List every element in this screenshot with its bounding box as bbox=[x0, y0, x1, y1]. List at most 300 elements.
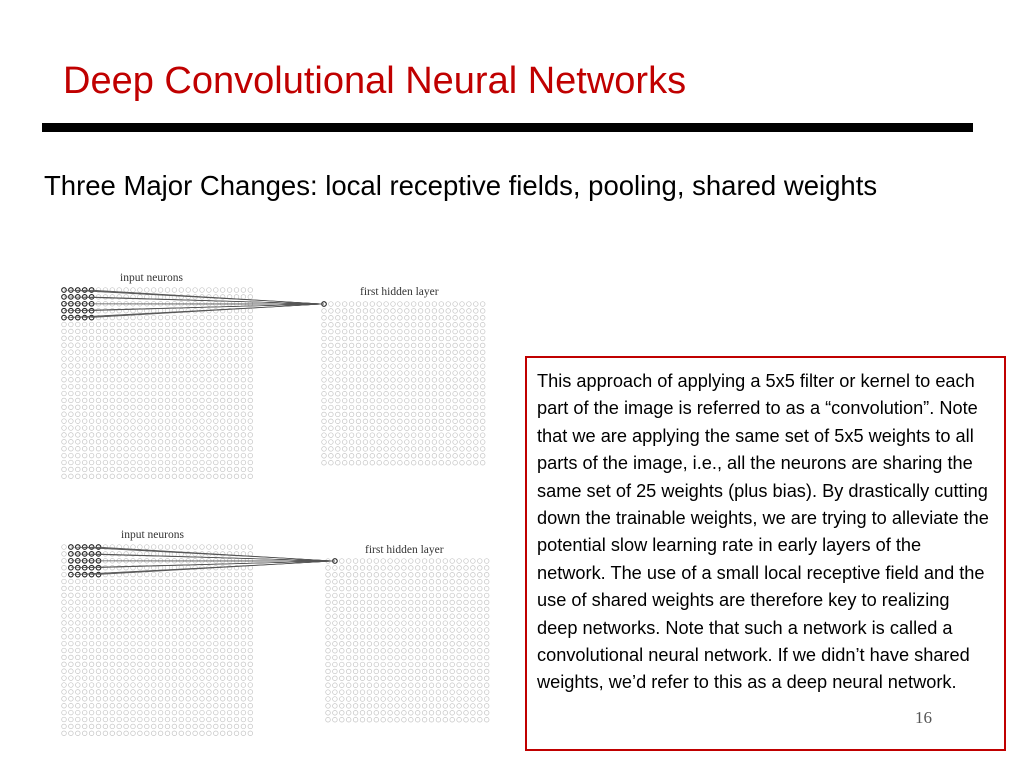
input-neuron bbox=[89, 593, 94, 598]
hidden-neuron bbox=[340, 676, 345, 681]
input-neuron bbox=[241, 703, 246, 708]
hidden-neuron bbox=[360, 573, 365, 578]
input-neuron bbox=[220, 731, 225, 736]
input-neuron bbox=[234, 377, 239, 382]
input-neuron bbox=[179, 412, 184, 417]
input-neuron bbox=[82, 364, 87, 369]
input-neuron bbox=[234, 322, 239, 327]
hidden-neuron bbox=[342, 426, 347, 431]
hidden-neuron bbox=[409, 642, 414, 647]
input-neuron bbox=[117, 579, 122, 584]
input-neuron bbox=[200, 357, 205, 362]
hidden-neuron bbox=[478, 676, 483, 681]
input-neuron bbox=[96, 460, 101, 465]
input-neuron bbox=[248, 607, 253, 612]
input-neuron bbox=[214, 391, 219, 396]
hidden-neuron bbox=[411, 440, 416, 445]
input-neuron bbox=[179, 384, 184, 389]
hidden-neuron bbox=[405, 405, 410, 410]
input-neuron bbox=[186, 336, 191, 341]
input-neuron bbox=[76, 377, 81, 382]
hidden-neuron bbox=[322, 357, 327, 362]
input-neuron bbox=[124, 710, 129, 715]
hidden-neuron bbox=[333, 628, 338, 633]
hidden-neuron bbox=[446, 419, 451, 424]
input-neuron bbox=[172, 690, 177, 695]
input-neuron bbox=[103, 697, 108, 702]
hidden-neuron bbox=[329, 433, 334, 438]
input-neuron bbox=[138, 288, 143, 293]
input-neuron bbox=[165, 655, 170, 660]
input-neuron bbox=[207, 655, 212, 660]
input-neuron bbox=[172, 405, 177, 410]
input-neuron bbox=[193, 614, 198, 619]
input-neuron bbox=[179, 343, 184, 348]
hidden-neuron bbox=[443, 621, 448, 626]
input-neuron bbox=[69, 460, 74, 465]
hidden-neuron bbox=[467, 329, 472, 334]
input-neuron bbox=[76, 648, 81, 653]
input-neuron bbox=[89, 384, 94, 389]
input-neuron bbox=[172, 329, 177, 334]
hidden-neuron bbox=[398, 433, 403, 438]
hidden-neuron bbox=[418, 364, 423, 369]
hidden-neuron bbox=[391, 391, 396, 396]
input-neuron bbox=[110, 350, 115, 355]
hidden-neuron bbox=[464, 566, 469, 571]
input-neuron bbox=[193, 683, 198, 688]
hidden-neuron bbox=[432, 336, 437, 341]
hidden-neuron bbox=[436, 628, 441, 633]
input-neuron bbox=[124, 371, 129, 376]
input-neuron bbox=[62, 419, 67, 424]
input-neuron bbox=[172, 628, 177, 633]
input-neuron bbox=[117, 377, 122, 382]
input-neuron bbox=[96, 357, 101, 362]
input-neuron bbox=[69, 336, 74, 341]
input-neuron bbox=[62, 600, 67, 605]
input-neuron bbox=[165, 329, 170, 334]
hidden-neuron bbox=[425, 316, 430, 321]
input-neuron bbox=[145, 336, 150, 341]
input-neuron bbox=[186, 446, 191, 451]
hidden-neuron bbox=[398, 385, 403, 390]
hidden-neuron bbox=[415, 704, 420, 709]
input-neuron bbox=[151, 669, 156, 674]
input-neuron bbox=[158, 357, 163, 362]
input-neuron bbox=[207, 545, 212, 550]
input-neuron bbox=[248, 440, 253, 445]
input-neuron bbox=[234, 426, 239, 431]
input-neuron bbox=[145, 364, 150, 369]
input-neuron bbox=[158, 467, 163, 472]
hidden-neuron bbox=[381, 586, 386, 591]
hidden-neuron bbox=[478, 559, 483, 564]
input-neuron bbox=[234, 593, 239, 598]
hidden-neuron bbox=[480, 371, 485, 376]
input-neuron bbox=[220, 315, 225, 320]
input-neuron bbox=[103, 634, 108, 639]
hidden-neuron bbox=[377, 357, 382, 362]
hidden-neuron bbox=[429, 573, 434, 578]
input-neuron bbox=[103, 662, 108, 667]
input-neuron bbox=[186, 703, 191, 708]
input-neuron bbox=[82, 405, 87, 410]
hidden-neuron bbox=[464, 648, 469, 653]
hidden-neuron bbox=[370, 329, 375, 334]
input-neuron bbox=[158, 453, 163, 458]
hidden-neuron bbox=[402, 711, 407, 716]
input-neuron bbox=[89, 329, 94, 334]
hidden-neuron bbox=[391, 385, 396, 390]
hidden-neuron bbox=[457, 559, 462, 564]
input-neuron bbox=[158, 315, 163, 320]
input-neuron bbox=[158, 648, 163, 653]
input-neuron bbox=[165, 419, 170, 424]
input-neuron bbox=[131, 676, 136, 681]
input-neuron bbox=[214, 641, 219, 646]
hidden-neuron bbox=[356, 336, 361, 341]
hidden-neuron bbox=[467, 371, 472, 376]
input-neuron bbox=[69, 384, 74, 389]
hidden-neuron bbox=[411, 426, 416, 431]
hidden-neuron bbox=[346, 697, 351, 702]
input-neuron bbox=[69, 405, 74, 410]
input-neuron bbox=[110, 460, 115, 465]
input-neuron bbox=[138, 384, 143, 389]
input-neuron bbox=[96, 433, 101, 438]
hidden-neuron bbox=[340, 711, 345, 716]
hidden-neuron bbox=[336, 454, 341, 459]
hidden-neuron bbox=[377, 454, 382, 459]
hidden-neuron bbox=[367, 697, 372, 702]
input-neuron bbox=[131, 405, 136, 410]
hidden-neuron bbox=[405, 371, 410, 376]
input-neuron bbox=[248, 357, 253, 362]
input-neuron bbox=[103, 703, 108, 708]
input-neuron bbox=[158, 405, 163, 410]
input-neuron bbox=[96, 343, 101, 348]
hidden-neuron bbox=[322, 364, 327, 369]
hidden-neuron bbox=[395, 683, 400, 688]
hidden-neuron bbox=[402, 559, 407, 564]
hidden-neuron bbox=[342, 391, 347, 396]
input-neuron bbox=[117, 433, 122, 438]
hidden-neuron bbox=[450, 593, 455, 598]
input-neuron bbox=[179, 655, 184, 660]
input-neuron bbox=[117, 446, 122, 451]
hidden-neuron bbox=[356, 329, 361, 334]
hidden-neuron bbox=[474, 419, 479, 424]
input-neuron bbox=[158, 350, 163, 355]
hidden-neuron bbox=[460, 433, 465, 438]
input-neuron bbox=[165, 634, 170, 639]
input-neuron bbox=[179, 669, 184, 674]
input-neuron bbox=[234, 384, 239, 389]
hidden-neuron bbox=[478, 655, 483, 660]
input-neuron bbox=[158, 676, 163, 681]
input-neuron bbox=[124, 621, 129, 626]
hidden-neuron bbox=[398, 378, 403, 383]
hidden-neuron bbox=[474, 405, 479, 410]
hidden-neuron bbox=[326, 704, 331, 709]
hidden-neuron bbox=[422, 662, 427, 667]
hidden-neuron bbox=[360, 711, 365, 716]
input-neuron bbox=[124, 384, 129, 389]
hidden-neuron bbox=[474, 343, 479, 348]
hidden-neuron bbox=[374, 635, 379, 640]
hidden-neuron bbox=[384, 350, 389, 355]
input-neuron bbox=[200, 322, 205, 327]
input-neuron bbox=[145, 391, 150, 396]
input-neuron bbox=[117, 724, 122, 729]
input-neuron bbox=[138, 586, 143, 591]
input-neuron bbox=[234, 724, 239, 729]
hidden-neuron bbox=[326, 642, 331, 647]
input-neuron bbox=[227, 697, 232, 702]
hidden-neuron bbox=[429, 669, 434, 674]
input-neuron bbox=[62, 377, 67, 382]
input-neuron bbox=[76, 329, 81, 334]
input-neuron bbox=[165, 683, 170, 688]
input-neuron bbox=[62, 724, 67, 729]
hidden-neuron bbox=[439, 350, 444, 355]
input-neuron bbox=[220, 322, 225, 327]
input-neuron bbox=[179, 391, 184, 396]
input-neuron bbox=[248, 703, 253, 708]
hidden-neuron bbox=[478, 642, 483, 647]
hidden-neuron bbox=[356, 454, 361, 459]
input-neuron bbox=[172, 412, 177, 417]
hidden-neuron bbox=[384, 364, 389, 369]
input-neuron bbox=[151, 586, 156, 591]
hidden-neuron bbox=[443, 573, 448, 578]
hidden-neuron bbox=[418, 329, 423, 334]
input-neuron bbox=[193, 391, 198, 396]
hidden-neuron bbox=[402, 642, 407, 647]
input-neuron bbox=[96, 731, 101, 736]
hidden-neuron bbox=[402, 690, 407, 695]
input-neuron bbox=[89, 426, 94, 431]
hidden-neuron bbox=[367, 614, 372, 619]
hidden-neuron bbox=[374, 655, 379, 660]
hidden-neuron bbox=[370, 316, 375, 321]
input-neuron bbox=[214, 364, 219, 369]
input-neuron bbox=[138, 405, 143, 410]
hidden-neuron bbox=[356, 385, 361, 390]
hidden-neuron bbox=[363, 336, 368, 341]
hidden-neuron bbox=[474, 385, 479, 390]
input-neuron bbox=[172, 731, 177, 736]
input-neuron bbox=[241, 676, 246, 681]
input-neuron bbox=[227, 322, 232, 327]
input-neuron bbox=[151, 662, 156, 667]
input-neuron bbox=[207, 315, 212, 320]
hidden-neuron bbox=[370, 405, 375, 410]
input-neuron bbox=[62, 371, 67, 376]
hidden-neuron bbox=[480, 309, 485, 314]
input-neuron bbox=[124, 641, 129, 646]
input-neuron bbox=[76, 412, 81, 417]
input-neuron bbox=[103, 460, 108, 465]
input-neuron bbox=[69, 412, 74, 417]
hidden-neuron bbox=[336, 440, 341, 445]
input-neuron bbox=[207, 669, 212, 674]
hidden-neuron bbox=[439, 371, 444, 376]
hidden-neuron bbox=[395, 717, 400, 722]
input-neuron bbox=[82, 446, 87, 451]
input-neuron bbox=[227, 607, 232, 612]
input-neuron bbox=[76, 641, 81, 646]
hidden-neuron bbox=[370, 364, 375, 369]
input-neuron bbox=[131, 426, 136, 431]
hidden-neuron bbox=[370, 398, 375, 403]
hidden-neuron bbox=[402, 614, 407, 619]
input-neuron bbox=[241, 460, 246, 465]
input-neuron bbox=[117, 593, 122, 598]
input-neuron bbox=[103, 377, 108, 382]
input-neuron bbox=[124, 683, 129, 688]
hidden-neuron bbox=[342, 378, 347, 383]
input-neuron bbox=[248, 669, 253, 674]
input-neuron bbox=[227, 621, 232, 626]
input-neuron bbox=[138, 545, 143, 550]
hidden-neuron bbox=[443, 690, 448, 695]
hidden-neuron bbox=[425, 371, 430, 376]
hidden-neuron bbox=[329, 378, 334, 383]
hidden-neuron bbox=[336, 419, 341, 424]
hidden-neuron bbox=[471, 697, 476, 702]
hidden-neuron bbox=[353, 676, 358, 681]
input-neuron bbox=[227, 545, 232, 550]
hidden-neuron bbox=[450, 614, 455, 619]
input-neuron bbox=[248, 731, 253, 736]
hidden-neuron bbox=[432, 391, 437, 396]
hidden-neuron bbox=[329, 398, 334, 403]
hidden-neuron bbox=[464, 662, 469, 667]
hidden-neuron bbox=[471, 669, 476, 674]
hidden-neuron bbox=[322, 371, 327, 376]
hidden-neuron bbox=[388, 579, 393, 584]
input-neuron bbox=[158, 384, 163, 389]
hidden-neuron bbox=[480, 357, 485, 362]
hidden-neuron bbox=[429, 628, 434, 633]
input-neuron bbox=[89, 357, 94, 362]
input-neuron bbox=[172, 676, 177, 681]
hidden-neuron bbox=[480, 378, 485, 383]
input-neuron bbox=[200, 350, 205, 355]
hidden-neuron bbox=[370, 419, 375, 424]
hidden-neuron bbox=[395, 648, 400, 653]
input-neuron bbox=[248, 446, 253, 451]
input-neuron bbox=[200, 545, 205, 550]
hidden-neuron bbox=[333, 573, 338, 578]
input-neuron bbox=[131, 474, 136, 479]
input-neuron bbox=[214, 710, 219, 715]
hidden-neuron bbox=[326, 711, 331, 716]
hidden-neuron bbox=[457, 593, 462, 598]
hidden-neuron bbox=[363, 357, 368, 362]
hidden-neuron bbox=[374, 607, 379, 612]
hidden-neuron bbox=[471, 621, 476, 626]
input-neuron bbox=[179, 662, 184, 667]
hidden-neuron bbox=[322, 419, 327, 424]
input-neuron bbox=[110, 621, 115, 626]
hidden-neuron bbox=[443, 697, 448, 702]
hidden-neuron bbox=[422, 628, 427, 633]
hidden-neuron bbox=[333, 600, 338, 605]
input-neuron bbox=[248, 690, 253, 695]
hidden-neuron bbox=[363, 329, 368, 334]
input-neuron bbox=[220, 377, 225, 382]
input-neuron bbox=[62, 350, 67, 355]
input-neuron bbox=[200, 377, 205, 382]
hidden-neuron bbox=[391, 398, 396, 403]
hidden-neuron bbox=[457, 648, 462, 653]
hidden-neuron bbox=[342, 329, 347, 334]
hidden-neuron bbox=[411, 419, 416, 424]
input-neuron bbox=[179, 426, 184, 431]
input-neuron bbox=[214, 384, 219, 389]
hidden-neuron bbox=[457, 683, 462, 688]
input-neuron bbox=[165, 600, 170, 605]
hidden-neuron bbox=[377, 385, 382, 390]
input-neuron bbox=[207, 329, 212, 334]
input-neuron bbox=[241, 545, 246, 550]
input-neuron bbox=[138, 336, 143, 341]
hidden-neuron bbox=[349, 398, 354, 403]
hidden-neuron bbox=[467, 309, 472, 314]
input-neuron bbox=[241, 697, 246, 702]
input-neuron bbox=[220, 350, 225, 355]
hidden-neuron bbox=[409, 559, 414, 564]
hidden-neuron bbox=[349, 405, 354, 410]
input-neuron bbox=[103, 586, 108, 591]
hidden-neuron bbox=[329, 371, 334, 376]
hidden-neuron bbox=[432, 426, 437, 431]
input-neuron bbox=[96, 364, 101, 369]
hidden-neuron bbox=[405, 378, 410, 383]
hidden-neuron bbox=[377, 426, 382, 431]
hidden-neuron bbox=[429, 607, 434, 612]
hidden-neuron bbox=[381, 648, 386, 653]
input-neuron bbox=[179, 322, 184, 327]
input-neuron bbox=[227, 288, 232, 293]
hidden-neuron bbox=[388, 697, 393, 702]
input-neuron bbox=[179, 453, 184, 458]
input-neuron bbox=[69, 655, 74, 660]
slide-number: 16 bbox=[915, 708, 932, 727]
hidden-neuron bbox=[405, 309, 410, 314]
hidden-neuron bbox=[349, 378, 354, 383]
input-neuron bbox=[165, 641, 170, 646]
hidden-neuron bbox=[439, 309, 444, 314]
input-neuron bbox=[62, 662, 67, 667]
hidden-neuron bbox=[340, 593, 345, 598]
input-neuron bbox=[234, 357, 239, 362]
input-neuron bbox=[96, 419, 101, 424]
hidden-neuron bbox=[395, 559, 400, 564]
explanation-text: This approach of applying a 5x5 filter or kernel to each part of the image is referred to as a “convolution”. Note that we are applying the same set of 5x5 weights to all parts of the image, i.e., all the neurons are sharing the same set of 25 weights (plus bias). By drastically cutting down the trainable weights, we are trying to alleviate the potential slow learning rate in early layers of the network. The use of a small local receptive field and the use of shared weights are therefore key to realizing deep networks. Note that such a network is called a convolutional neural network. If we didn’t have shared weights, we’d refer to this as a deep neural network. bbox=[537, 371, 989, 693]
hidden-neuron bbox=[409, 655, 414, 660]
input-neuron bbox=[151, 579, 156, 584]
hidden-neuron bbox=[436, 717, 441, 722]
input-neuron bbox=[62, 683, 67, 688]
input-neuron bbox=[227, 586, 232, 591]
input-neuron bbox=[131, 731, 136, 736]
hidden-neuron bbox=[425, 302, 430, 307]
hidden-neuron bbox=[432, 447, 437, 452]
